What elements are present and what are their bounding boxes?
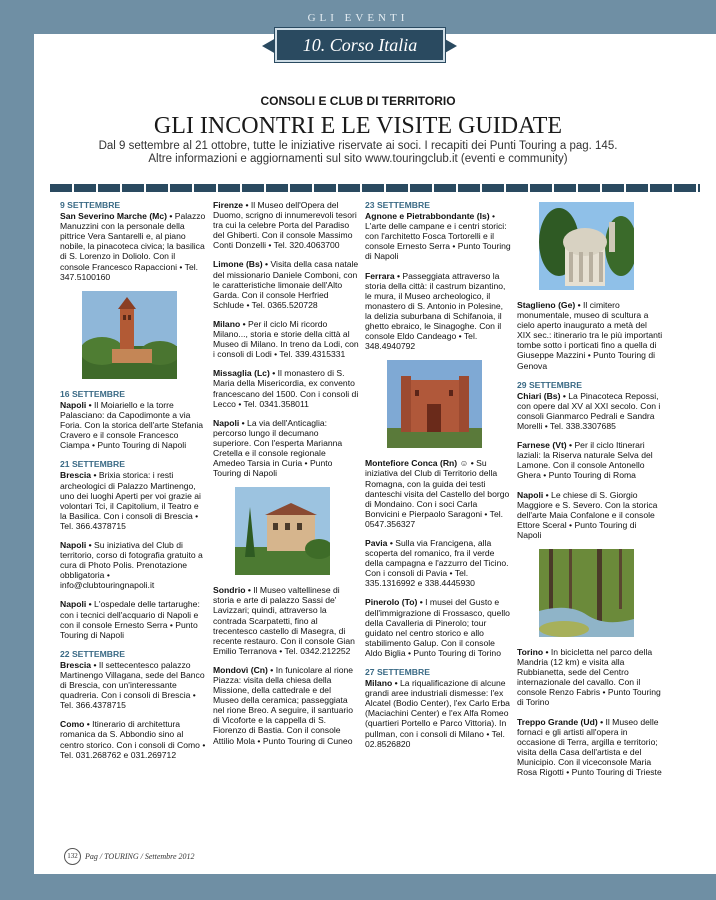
date-heading: 21 SETTEMBRE [60,459,125,470]
event-text: Il Museo valtellinese di storia e arte di palazzo Sassi de' Lavizzari; quindi, attraverso la contrada Scarpatetti, fino al trecentesco castello di Masegra, di recente restauro. Con il console Gian Emilio Terranova • Tel. 0342.212252 [213,585,355,656]
date-heading: 16 SETTEMBRE [60,388,125,399]
date-heading: 23 SETTEMBRE [365,200,430,210]
event-text: La via dell'Anticaglia: percorso lungo il decumano superiore. Con l'esperta Marianna Cretella e il console regionale Amedeo Tarsia in Curia • Punto Touring di Napoli [213,417,343,479]
event-place: Montefiore Conca (Rn) ☺ • [365,458,474,469]
event-item [365,538,511,588]
event-place: Firenze • [213,200,249,210]
event-place: Agnone e Pietrabbondante (Is) [365,211,490,222]
event-item [60,470,206,531]
photo-staglieno [539,202,634,290]
event-place: Milano • [365,678,398,689]
event-item [517,717,663,778]
article-kicker: CONSOLI E CLUB DI TERRITORIO [260,94,456,108]
event-text: Il Moiariello e la torre Palasciano: da Capodimonte a via Foria. Con la storica dell'arte Stefania Cravero e il console Francesco Ciampa • Punto Touring di Napoli [60,399,204,451]
event-text: Le chiese di S. Giorgio Maggiore e S. Severo. Con la storica dell'arte Maia Confalone e il console Ettore Sceral • Punto Touring di Napoli [517,489,658,540]
event-item [365,678,511,749]
event-text: Su iniziativa del Club di territorio, corso di fotografia gratuito a cura di Photo Polis. Prenotazione obbligatoria • info@clubtouringnapoli.it [60,539,203,591]
event-place: Staglieno (Ge) • [517,300,581,310]
event-text: Palazzo Manuzzini con la personale della pittrice Vera Santarelli e, al piano nobile, la pinacoteca civica; la basilica di S. Lorenzo in Doliolo. Con il console Francesco Rapaccioni • Tel. 347.5100160 [60,211,206,282]
event-text: Visita della casa natale del missionario Daniele Comboni, con le caratteristiche limonaie dell'Alto Garda. Con il console Herfried Schlude • Tel. 0365.520728 [213,259,359,310]
section-label: GLI EVENTI [307,12,409,24]
event-text: Il monastero di S. Maria della Misericordia, ex convento francescano del 1500. Con i consoli di Lecco • Tel. 0341.358011 [213,368,359,409]
event-item [213,418,359,479]
event-text: In funicolare al rione Piazza: visita della chiesa della Missione, della cattedrale e del Museo della ceramica; passeggiata nel rione Breo. A seguire, il santuario di Vicoforte e la cappella di S. Fiorenzo di Bastia. Con il console Attilio Mola • Punto Touring di Cuneo [213,664,354,746]
event-item [365,458,511,529]
banner-left-ribbon [262,38,276,54]
event-text: Sulla via Francigena, alla scoperta del romanico, fra il verde della campagna e l'azzurro del Ticino. Con i consoli di Pavia • Tel. 335.1316992 e 338.4445930 [365,537,509,589]
event-text: In bicicletta nel parco della Mandria (12 km) e visita alla Rubbianetta, sede del Centro internazionale del cavallo. Con il console Renzo Fabris • Punto Touring di Torino [517,646,661,708]
banner-text: 10. Corso Italia [302,34,418,55]
event-place: Napoli • [60,399,92,410]
banner-right-ribbon [443,38,457,54]
event-place: Farnese (Vt) • [517,440,573,451]
event-place: Napoli • [517,489,549,500]
event-item [213,259,359,309]
page-footer [64,848,195,865]
event-place: San Severino Marche (Mc) • [60,211,173,222]
event-text: Su iniziativa del Club di Territorio della Romagna, con la guida dei testi danteschi visita del Castello del borgo di Mondaino. Con i soci Carla Bonvicini e Pierpaolo Saragoni • Tel. 0547.356327 [365,458,510,529]
event-text: Per il ciclo Mi ricordo Milano..., storia e storie della città al Museo di Milano. In treno da Lodi, con i consoli di Lodi • Tel. 339.4315331 [213,318,359,360]
page-number: 132 [64,848,81,865]
event-text: L'ospedale delle tartarughe: con i tecnici dell'acquario di Napoli e con il console Ernesto Serra • Punto Touring di Napoli [60,599,200,640]
column-2 [213,200,359,755]
column-1 [60,200,206,769]
event-item [60,599,206,639]
event-text: La Pinacoteca Repossi, con opere dal XV al XXI secolo. Con i consoli Gianmarco Pedrali e Sandra Morelli • Tel. 338.3307685 [517,390,661,432]
footer-text: Pag / TOURING / Settembre 2012 [85,852,195,861]
event-text: Il settecentesco palazzo Martinengo Villagana, sede del Banco di Brescia, con un'interessante quadreria. Con i consoli di Brescia • Tel. 366.4378715 [60,659,205,711]
event-text: Il cimitero monumentale, museo di scultura a cielo aperto inaugurato a metà del XIX sec.: itinerario tra le più importanti tombe sotto i porticati fino a quella di Giuseppe Mazzini • Punto Touring di Genova [517,300,663,371]
event-place: Chiari (Bs) • [517,390,566,401]
event-place: Mondovì (Cn) • [213,664,274,675]
dashed-divider [50,184,700,192]
date-heading: 22 SETTEMBRE [60,648,125,659]
event-text: La riqualificazione di alcune grandi aree industriali dismesse: l'ex Alcatel (Bodio Center), l'ex Carlo Erba (Maciachini Center) e l'ex Alfa Romeo (quartieri Portello e Parco Vittoria). In pullman, con i consoli di Milano • Tel. 02.8526820 [365,678,510,749]
column-4 [517,200,663,786]
event-item [517,647,663,708]
event-place: Missaglia (Lc) • [213,368,276,379]
section-banner [275,28,445,62]
event-place: Torino • [517,646,549,657]
event-place: Pinerolo (To) • [365,597,423,608]
event-place: Ferrara • [365,270,401,281]
event-item [213,200,359,250]
event-text: Brixia storica: i resti archeologici di Palazzo Martinengo, uno dei luoghi Aperti per voi grazie ai volontari Tci, il Capitolium, il Teatro e la Basilica. Con i consoli di Brescia • Tel. 366.4378715 [60,470,201,531]
event-text: I musei del Gusto e dell'immigrazione di Frossasco, quello della Cavalleria di Pinerolo; tour guidato nel centro storico e allo stabilimento Galup. Con il console Aldo Biglia • Punto Touring di Torino [365,597,510,658]
event-item [517,490,663,540]
event-place: Brescia • [60,659,97,670]
photo-mandria-forest [539,549,634,637]
photo-sondrio [235,487,330,575]
event-place: Sondrio • [213,585,251,596]
event-item [213,368,359,408]
event-text: Passeggiata attraverso la storia della città: il castrum bizantino, le mura, il Museo archeologico, il monastero di S. Antonio in Polesine, la delizia suburbana di Schifanoia, il ghetto ebraico, le Sinagoghe. Con il console Eldo Candeago • Tel. 348.4940792 [365,270,506,352]
event-item [213,585,359,656]
event-item [517,300,663,371]
date-heading: 27 SETTEMBRE [365,667,430,677]
event-text: Il Museo dell'Opera del Duomo, scrigno di innumerevoli tesori tra cui la celebre Porta del Paradiso del Ghiberti. Con il console Massimo Conti Donzelli • Tel. 320.4063700 [213,200,357,251]
event-item [365,597,511,658]
article-subtitle-1: Dal 9 settembre al 21 ottobre, tutte le iniziative riservate ai soci. I recapiti dei Punti Touring a pag. 145. [98,140,618,152]
event-place: Como • [60,719,90,730]
event-place: Milano • [213,318,246,329]
photo-montefiore-castle [387,360,482,448]
event-item [365,211,511,261]
event-text: Per il ciclo Itinerari laziali: la Riserva naturale Selva del Lamone. Con il console Antonello Ghera • Punto Touring di Roma [517,440,653,481]
date-heading: 29 SETTEMBRE [517,379,582,390]
event-item [60,400,206,450]
event-text: Itinerario di architettura romanica da S. Abbondio sino al centro storico. Con i consoli di Como • Tel. 031.268762 e 031.269712 [60,719,206,760]
event-place: Brescia • [60,470,97,481]
event-place: Napoli • [60,599,92,610]
event-item [213,319,359,359]
article-subtitle-2: Altre informazioni e aggiornamenti sul sito www.touringclub.it (eventi e community) [148,153,568,165]
event-item [60,540,206,590]
event-item [365,271,511,352]
event-item [517,440,663,480]
event-place: Napoli • [60,539,92,550]
event-place: Treppo Grande (Ud) • [517,716,604,727]
event-item [60,211,206,282]
column-3 [365,200,511,758]
event-item [60,719,206,759]
event-place: Limone (Bs) • [213,259,269,270]
event-place: Napoli • [213,417,245,428]
photo-san-severino [82,291,177,379]
event-item [213,665,359,746]
article-title: GLI INCONTRI E LE VISITE GUIDATE [153,113,563,139]
event-text: • L'arte delle campane e i centri storici: con l'architetto Fosca Tortorelli e il console Ernesto Serra • Punto Touring di Napoli [365,211,511,262]
date-heading: 9 SETTEMBRE [60,200,121,210]
event-text: Il Museo delle fornaci e gli artisti all'opera in occasione di Terra, argilla e territorio; visita della Casa dell'artista e del Municipio. Con il viceconsole Maria Rosa Rigotti • Punto Touring di Trieste [517,716,662,777]
event-place: Pavia • [365,537,393,548]
event-item [60,660,206,710]
event-item [517,391,663,431]
